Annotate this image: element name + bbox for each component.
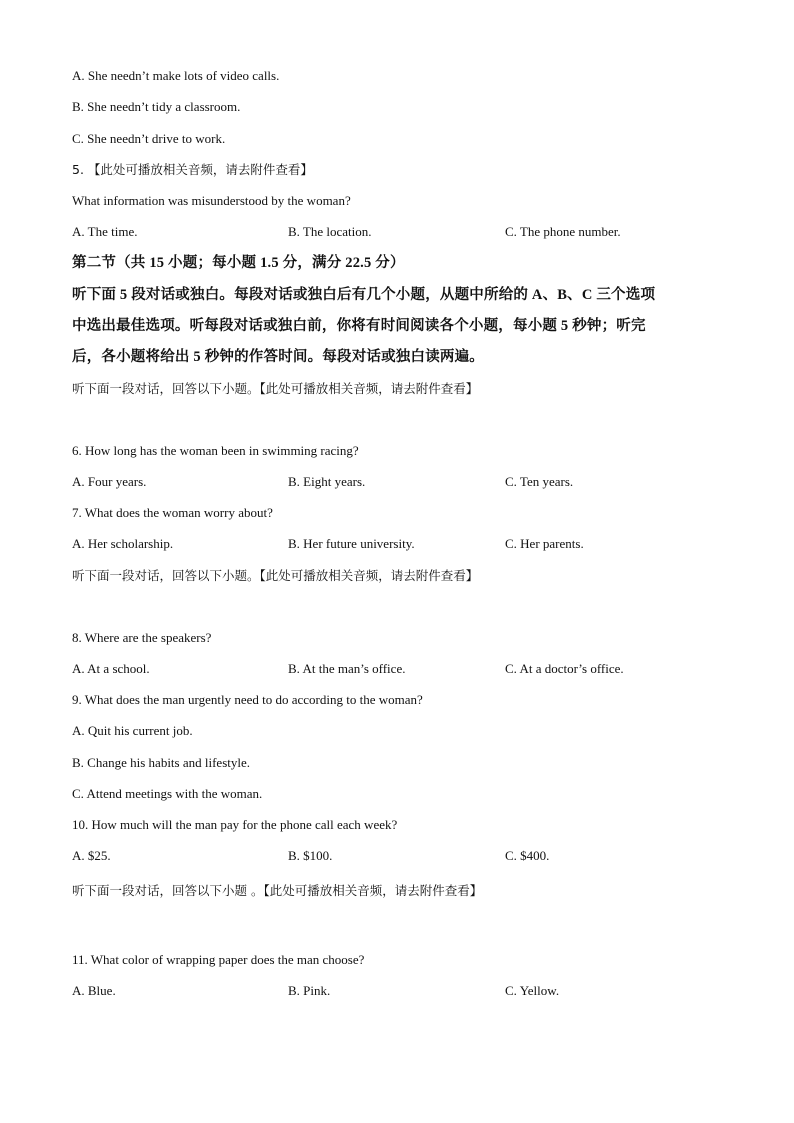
q8-option-b: B. At the man’s office. xyxy=(288,661,406,676)
q6-option-c: C. Ten years. xyxy=(505,474,574,489)
q5-option-c: C. The phone number. xyxy=(505,224,621,239)
q4-option-c: C. She needn’t drive to work. xyxy=(72,131,226,146)
q11-question: 11. What color of wrapping paper does the man choose? xyxy=(72,952,365,967)
q4-option-a: A. She needn’t make lots of video calls. xyxy=(72,68,280,83)
q10-question: 10. How much will the man pay for the phone call each week? xyxy=(72,817,398,832)
section2-instruction-line2: 中选出最佳选项。听每段对话或独白前，你将有时间阅读各个小题，每小题 5 秒钟；听完 xyxy=(72,318,646,334)
q6-option-b: B. Eight years. xyxy=(288,474,366,489)
q8-question: 8. Where are the speakers? xyxy=(72,630,212,645)
dialogue1-audio-note: 听下面一段对话，回答以下小题。【此处可播放相关音频，请去附件查看】 xyxy=(72,381,479,396)
section2-heading: 第二节（共 15 小题；每小题 1.5 分，满分 22.5 分） xyxy=(72,255,405,271)
q7-option-a: A. Her scholarship. xyxy=(72,536,174,551)
q9-option-b: B. Change his habits and lifestyle. xyxy=(72,755,251,770)
q10-option-c: C. $400. xyxy=(505,848,550,863)
dialogue2-audio-note: 听下面一段对话，回答以下小题。【此处可播放相关音频，请去附件查看】 xyxy=(72,568,479,583)
q5-question: What information was misunderstood by the woman? xyxy=(72,193,351,208)
q10-option-b: B. $100. xyxy=(288,848,333,863)
q7-option-c: C. Her parents. xyxy=(505,536,584,551)
q11-option-b: B. Pink. xyxy=(288,983,331,998)
section2-instruction-line1: 听下面 5 段对话或独白。每段对话或独白后有几个小题，从题中所给的 A、B、C 三个选项 xyxy=(72,287,656,303)
q7-question: 7. What does the woman worry about? xyxy=(72,505,273,520)
q5-option-b: B. The location. xyxy=(288,224,372,239)
q4-option-b: B. She needn’t tidy a classroom. xyxy=(72,99,241,114)
q8-option-c: C. At a doctor’s office. xyxy=(505,661,624,676)
q5-option-a: A. The time. xyxy=(72,224,138,239)
q8-option-a: A. At a school. xyxy=(72,661,150,676)
q11-option-a: A. Blue. xyxy=(72,983,116,998)
q6-question: 6. How long has the woman been in swimming racing? xyxy=(72,443,359,458)
q9-question: 9. What does the man urgently need to do according to the woman? xyxy=(72,692,423,707)
q9-option-a: A. Quit his current job. xyxy=(72,723,193,738)
q6-option-a: A. Four years. xyxy=(72,474,147,489)
q9-option-c: C. Attend meetings with the woman. xyxy=(72,786,263,801)
dialogue3-audio-note: 听下面一段对话，回答以下小题 。【此处可播放相关音频，请去附件查看】 xyxy=(72,883,483,898)
q11-option-c: C. Yellow. xyxy=(505,983,560,998)
section2-instruction-line3: 后，各小题将给出 5 秒钟的作答时间。每段对话或独白读两遍。 xyxy=(72,349,484,365)
q10-option-a: A. $25. xyxy=(72,848,111,863)
q5-audio-note: 5. 【此处可播放相关音频，请去附件查看】 xyxy=(72,162,313,177)
q7-option-b: B. Her future university. xyxy=(288,536,415,551)
